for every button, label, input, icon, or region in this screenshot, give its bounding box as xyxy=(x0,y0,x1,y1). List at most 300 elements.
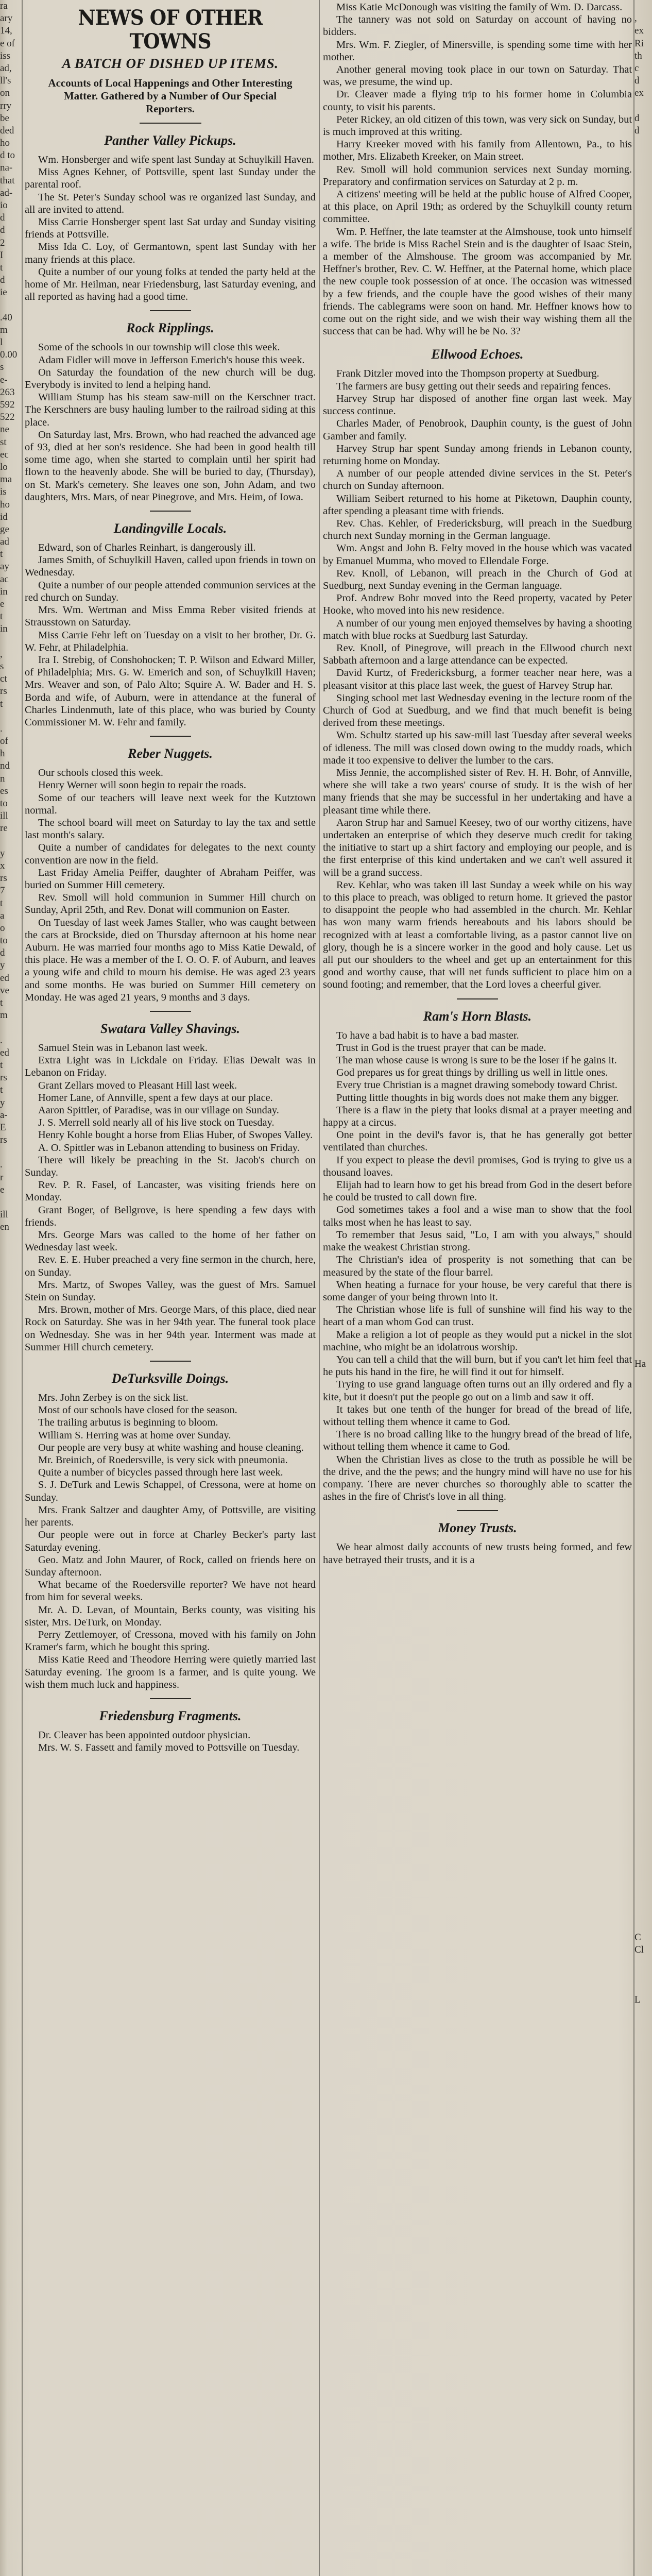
fragment-line xyxy=(0,1234,21,1246)
fragment-line xyxy=(634,2044,652,2056)
news-item: William Stump has his steam saw-mill on the Kerschner tract. The Kerschners are busy hauling lumber to the railroad siding at this place. xyxy=(25,392,316,428)
news-item: Last Friday Amelia Peiffer, daughter of Abraham Peiffer, was buried on Summer Hill cemetery. xyxy=(25,867,316,891)
article-ellwood-echoes xyxy=(323,347,632,999)
news-item: If you expect to please the devil promises, God is trying to give us a thousand loaves. xyxy=(323,1154,632,1178)
news-item: Mr. A. D. Levan, of Mountain, Berks county, was visiting his sister, Mrs. DeTurk, on Monday. xyxy=(25,1604,316,1628)
column-a-sections xyxy=(25,133,316,1754)
fragment-line: lo xyxy=(0,461,8,472)
fragment-line xyxy=(634,1321,652,1333)
news-item: God prepares us for great things by drilling us well in little ones. xyxy=(336,1067,608,1079)
fragment-line: d xyxy=(634,75,640,87)
fragment-line: y xyxy=(0,848,5,859)
news-item: Quite a number of candidates for delegates to the next county convention are now in the field. xyxy=(25,842,316,866)
fragment-line xyxy=(634,2131,652,2143)
fragment-line xyxy=(634,1022,652,1034)
fragment-line xyxy=(634,885,652,897)
fragment-line: iss xyxy=(0,50,11,61)
news-item: It takes but one tenth of the hunger for bread of the bread of life, without telling them whence it came to God. xyxy=(323,1403,632,1428)
fragment-line xyxy=(634,1196,652,1209)
fragment-line: ed xyxy=(0,972,9,984)
fragment-line: h xyxy=(0,748,5,759)
fragment-line xyxy=(634,1009,652,1022)
fragment-line: ct xyxy=(0,673,7,685)
column-b-lead-items xyxy=(323,0,632,337)
fragment-line xyxy=(634,1857,652,1869)
news-item: There will likely be preaching in the St. Jacob's church on Sunday. xyxy=(25,1154,316,1179)
fragment-line xyxy=(634,2094,652,2106)
fragment-line xyxy=(634,897,652,910)
news-item: Wm. P. Heffner, the late teamster at the Almshouse, took unto himself a wife. The bride is Miss Rachel Stein and is the daughter of Isaac Stein, a member of the Almshouse. The groom was accompanied by Mr. Heffner's brother, Rev. C. W. Heffner, at the Paternal home, which place the new couple took possession of at once. The occasion was witnessed by a few friends, and the couple have the good wishes of their many friends. The cablegrams were soon on hand. Mr. Heffner knows how to come out on the right side, and we wish their way wishing them all the success that can be had. Why will he be No. 3? xyxy=(323,226,632,337)
news-item: Wm. Angst and John B. Felty moved in the house which was vacated by Emanuel Mumma, who moved to Ellendale Forge. xyxy=(323,543,632,567)
fragment-line xyxy=(634,286,652,299)
fragment-line xyxy=(634,299,652,312)
news-item: On Saturday the foundation of the new church will be dug. Everybody is invited to lend a helping hand. xyxy=(25,366,316,391)
news-item: James Smith, of Schuylkill Haven, called upon friends in town on Wednesday. xyxy=(25,554,316,579)
fragment-line: t xyxy=(0,1084,3,1096)
fragment-line xyxy=(634,835,652,848)
fragment-line: 592 xyxy=(0,399,15,410)
fragment-line xyxy=(634,673,652,685)
news-item: Mrs. John Zerbey is on the sick list. xyxy=(38,1392,188,1404)
fragment-line xyxy=(634,1047,652,1059)
fragment-line: is xyxy=(0,486,7,498)
news-item: On Tuesday of last week James Staller, who was caught between the cars at Brockside, died on Thursday afternoon at his home near Auburn. He was married four months ago to Miss Katie Dewald, of this place. He was a member of the I. O. O. F. of Auburn, and leaves a young wife and child to mourn his demise. He was aged 23 years and some months. He was buried on Summer Hill cemetery on Monday. He was aged 21 years, 9 months and 3 days. xyxy=(25,917,316,1003)
masthead-subhead: A BATCH OF DISHED UP ITEMS. xyxy=(62,56,279,71)
fragment-line xyxy=(634,922,652,935)
fragment-line xyxy=(634,611,652,623)
fragment-line: that xyxy=(0,175,15,186)
news-item: Dr. Cleaver has been appointed outdoor physician. xyxy=(38,1729,251,1741)
news-item: Rev. Knoll, of Lebanon, will preach in the Church of God at Suedburg, next Sunday evening in the German language. xyxy=(323,567,632,591)
fragment-line xyxy=(634,1657,652,1670)
fragment-line: ed xyxy=(0,1047,9,1058)
news-item: The tannery was not sold on Saturday on account of having no bidders. xyxy=(323,14,632,38)
column-rule-center xyxy=(319,0,320,2576)
fragment-line xyxy=(634,1819,652,1832)
fragment-line xyxy=(634,685,652,698)
fragment-line xyxy=(634,1109,652,1122)
fragment-line: na- xyxy=(0,162,13,174)
fragment-line xyxy=(634,848,652,860)
fragment-line xyxy=(634,959,652,972)
news-item: Miss Ida C. Loy, of Germantown, spent last Sunday with her many friends at this place. xyxy=(25,241,316,265)
fragment-line: . xyxy=(0,1159,3,1171)
fragment-line: es xyxy=(0,785,8,796)
fragment-line: d xyxy=(0,275,5,286)
news-item: Every true Christian is a magnet drawing somebody toward Christ. xyxy=(336,1079,617,1091)
news-item: On Saturday last, Mrs. Brown, who had reached the advanced age of 93, died at her son's residence. She had been in good health till some time ago, when she started to complain until her spirit had flown to the heavenly abode. She will be buried to day, (Thursday), on St. Mark's cemetery. She leaves one son, John Adam, and two daughters, Mrs. Mars, of near Pinegrove, and Mrs. Heim, of Iowa. xyxy=(25,429,316,503)
fragment-line: C xyxy=(634,1932,641,1943)
fragment-line xyxy=(0,835,21,848)
section-heading: Landingville Locals. xyxy=(113,521,227,536)
news-item: Our people are very busy at white washing and house cleaning. xyxy=(38,1442,304,1453)
news-item: Miss Carrie Honsberger spent last Sat urday and Sunday visiting friends at Pottsville. xyxy=(25,216,316,241)
news-item: There is no broad calling like to the hungry bread of the bread of life, without telling them whence it came to God. xyxy=(323,1429,632,1453)
news-item: Charles Mader, of Penobrook, Dauphin county, is the guest of John Gamber and family. xyxy=(323,418,632,442)
news-item: The farmers are busy getting out their seeds and repairing fences. xyxy=(336,380,611,392)
fragment-line: , xyxy=(634,13,637,24)
fragment-line xyxy=(634,1981,652,1994)
news-item: A number of our young men enjoyed themselves by having a shooting match with blue rocks at Suedburg last Saturday. xyxy=(323,617,632,641)
fragment-line xyxy=(634,1707,652,1720)
fragment-line xyxy=(634,985,652,997)
fragment-line: ay xyxy=(0,561,9,572)
news-item: Make a religion a lot of people as they would put a nickel in the slot machine, who might be an idolatrous worship. xyxy=(323,1329,632,1353)
news-item: Mrs. Martz, of Swopes Valley, was the guest of Mrs. Samuel Stein on Sunday. xyxy=(25,1279,316,1303)
fragment-line xyxy=(634,1607,652,1620)
fragment-line: I xyxy=(0,249,4,261)
fragment-line xyxy=(634,1620,652,1632)
fragment-line xyxy=(634,1645,652,1657)
fragment-line xyxy=(634,810,652,822)
news-item: Henry Werner will soon begin to repair the roads. xyxy=(38,779,246,791)
fragment-line: 263 xyxy=(0,386,15,398)
article-landingville-locals xyxy=(25,521,316,737)
fragment-line xyxy=(634,1496,652,1508)
fragment-line xyxy=(634,1757,652,1769)
news-item: Grant Zellars moved to Pleasant Hill last week. xyxy=(38,1079,237,1091)
news-item: Singing school met last Wednesday evening in the lecture room of the Church of God at Suedburg, and we find that much benefit is being derived from these meetings. xyxy=(323,692,632,729)
fragment-line xyxy=(634,935,652,947)
fragment-line: a xyxy=(0,910,5,921)
fragment-line xyxy=(0,1246,21,1259)
news-item: Rev. Smoll will hold communion services next Sunday morning. Preparatory and confirmation services on Saturday at 2 p. m. xyxy=(323,163,632,188)
fragment-line: rry xyxy=(0,100,12,111)
fragment-line xyxy=(634,860,652,872)
fragment-line xyxy=(634,1134,652,1146)
fragment-line xyxy=(634,499,652,511)
news-item: S. J. DeTurk and Lewis Schappel, of Cressona, were at home on Sunday. xyxy=(25,1479,316,1503)
fragment-line xyxy=(634,1309,652,1321)
fragment-line xyxy=(634,473,652,486)
fragment-line: t xyxy=(0,1059,3,1071)
article-deturksville-doings xyxy=(25,1371,316,1699)
fragment-line: 2 xyxy=(0,237,5,248)
fragment-line: d to xyxy=(0,150,15,161)
fragment-line: x xyxy=(0,860,5,871)
fragment-line: ge xyxy=(0,523,9,535)
news-item: The school board will meet on Saturday to lay the tax and settle last month's salary. xyxy=(25,817,316,841)
fragment-line: ad- xyxy=(0,187,13,198)
section-heading: Rock Ripplings. xyxy=(126,320,214,336)
fragment-line xyxy=(634,1396,652,1408)
fragment-line xyxy=(634,411,652,423)
fragment-line xyxy=(634,1209,652,1221)
fragment-line: on xyxy=(0,88,10,99)
fragment-line: re xyxy=(0,823,8,834)
section-heading: Money Trusts. xyxy=(438,1520,517,1536)
fragment-line xyxy=(0,1196,21,1209)
fragment-line xyxy=(634,947,652,959)
fragment-line xyxy=(634,1184,652,1196)
news-item: Dr. Cleaver made a flying trip to his former home in Columbia county, to visit his parents. xyxy=(323,89,632,113)
fragment-line: ma xyxy=(0,474,12,485)
fragment-line: . xyxy=(0,1035,3,1046)
fragment-line xyxy=(634,2143,652,2156)
fragment-line xyxy=(634,1271,652,1283)
news-item: Aaron Strup har and Samuel Keesey, two of our worthy citizens, have undertaken an enterprise of which they deserve much credit for taking the initiative to start up a shirt factory and employing our people, and is the first enterprise of this kind undertaken and we can't well assured it will be a grand success. xyxy=(323,817,632,878)
fragment-line xyxy=(634,1744,652,1757)
fragment-line: ne xyxy=(0,424,9,435)
news-item: Samuel Stein was in Lebanon last week. xyxy=(38,1042,208,1054)
news-item: Mrs. Brown, mother of Mrs. George Mars, of this place, died near Rock on Saturday. She was in her 94th year. The funeral took place on Wednesday. She was in her 94th year. Interment was made at Summer Hill church cemetery. xyxy=(25,1304,316,1353)
news-item: Miss Carrie Fehr left on Tuesday on a visit to her brother, Dr. G. W. Fehr, at Philadelphia. xyxy=(25,629,316,653)
section-heading: DeTurksville Doings. xyxy=(111,1371,229,1386)
news-item: Some of our teachers will leave next week for the Kutztown normal. xyxy=(25,792,316,816)
fragment-line xyxy=(634,1234,652,1246)
news-item: Rev. Kehlar, who was taken ill last Sunday a week while on his way to this place to preach, was obliged to return home. It grieved the pastor to disappoint the people who had assembled in the church. Mr. Kehlar has won many warm friends hereabouts and his labors should be recognized with at least a comfortable living, as a pastor cannot live on glory, though he is a sincere worker in the good and holy cause. Let us all put our shoulders to the wheel and get up an entertainment for this good and worthy cause, that will net funds sufficient to place him on a sound footing; and remember, that the Lord loves a cheerful giver. xyxy=(323,879,632,991)
fragment-line: in xyxy=(0,586,8,597)
fragment-line: d xyxy=(634,112,640,124)
fragment-line xyxy=(634,1682,652,1694)
fragment-line: en xyxy=(0,1222,9,1233)
fragment-line xyxy=(634,175,652,187)
fragment-line: 7 xyxy=(0,885,5,896)
fragment-line xyxy=(634,1097,652,1109)
fragment-line xyxy=(634,2081,652,2093)
fragment-line xyxy=(634,1732,652,1744)
fragment-line: of xyxy=(0,736,8,747)
fragment-line: id xyxy=(0,511,8,522)
fragment-line xyxy=(634,224,652,236)
fragment-line xyxy=(634,486,652,498)
fragment-line xyxy=(0,1022,21,1034)
news-item: When heating a furnace for your house, be very careful that there is some danger of your being thrown into it. xyxy=(323,1279,632,1303)
section-heading: Ellwood Echoes. xyxy=(431,347,524,362)
fragment-line xyxy=(634,872,652,885)
fragment-line xyxy=(634,2006,652,2019)
fragment-line xyxy=(634,2069,652,2081)
fragment-line: to xyxy=(0,935,8,946)
fragment-line xyxy=(634,2156,652,2168)
column-news-of-other-towns xyxy=(25,0,316,2576)
fragment-line xyxy=(634,361,652,374)
news-item: The Christian's idea of prosperity is not something that can be measured by the state of the flour barrel. xyxy=(323,1254,632,1278)
fragment-line: Cl xyxy=(634,1944,644,1956)
fragment-line xyxy=(634,149,652,162)
fragment-line xyxy=(634,1122,652,1134)
news-item: Homer Lane, of Annville, spent a few days at our place. xyxy=(38,1092,273,1104)
fragment-line xyxy=(634,1844,652,1857)
fragment-line xyxy=(634,1146,652,1159)
news-item: Mrs. George Mars was called to the home of her father on Wednesday last week. xyxy=(25,1229,316,1253)
news-item: A citizens' meeting will be held at the public house of Alfred Cooper, at this place, on April 19th; as ordered by the Schuylkill county return committee. xyxy=(323,189,632,225)
fragment-line: s xyxy=(0,362,4,373)
news-item: Henry Kohle bought a horse from Elias Huber, of Swopes Valley. xyxy=(38,1129,313,1141)
fragment-line xyxy=(0,299,21,312)
fragment-line xyxy=(634,137,652,149)
fragment-line: ex xyxy=(634,25,644,37)
fragment-line: y xyxy=(0,1097,5,1108)
fragment-line xyxy=(634,349,652,361)
fragment-line xyxy=(634,1956,652,1969)
fragment-line xyxy=(634,1283,652,1296)
fragment-line xyxy=(634,1221,652,1233)
fragment-line xyxy=(634,660,652,673)
fragment-line xyxy=(634,748,652,760)
fragment-line: t xyxy=(0,897,3,909)
fragment-line: t xyxy=(0,549,3,560)
fragment-line xyxy=(634,1383,652,1396)
fragment-line xyxy=(634,2181,652,2193)
fragment-line xyxy=(634,997,652,1009)
fragment-line xyxy=(634,423,652,436)
fragment-line xyxy=(634,1520,652,1533)
news-item: Mrs. W. S. Fassett and family moved to Pottsville on Tuesday. xyxy=(38,1742,300,1754)
news-item: Harvey Strup har disposed of another fine organ last week. May success continue. xyxy=(323,393,632,417)
news-item: Harry Kreeker moved with his family from Allentown, Pa., to his mother, Mrs. Elizabeth Kreeker, on Main street. xyxy=(323,139,632,163)
news-item: Mrs. Frank Saltzer and daughter Amy, of Pottsville, are visiting her parents. xyxy=(25,1504,316,1529)
fragment-line xyxy=(634,1446,652,1458)
news-item: The Christian whose life is full of sunshine will find his way to the heart of a man whom God can trust. xyxy=(323,1304,632,1328)
fragment-line: , xyxy=(0,648,3,659)
fragment-line xyxy=(634,1882,652,1894)
fragment-line xyxy=(634,536,652,548)
article-rock-ripplings xyxy=(25,320,316,512)
fragment-line: t xyxy=(0,611,3,622)
fragment-line: ill xyxy=(0,1209,8,1221)
fragment-line xyxy=(634,1084,652,1096)
news-item: God sometimes takes a fool and a wise man to show that the fool talks most when he has least to say. xyxy=(323,1204,632,1228)
news-item: Harvey Strup har spent Sunday among friends in Lebanon county, returning home on Monday. xyxy=(323,443,632,467)
news-item: Grant Boger, of Bellgrove, is here spending a few days with friends. xyxy=(25,1204,316,1228)
fragment-line xyxy=(634,0,652,12)
news-item: Quite a number of our people attended communion services at the red church on Sunday. xyxy=(25,579,316,603)
fragment-line: be xyxy=(0,112,9,124)
fragment-line xyxy=(634,548,652,561)
fragment-line xyxy=(634,100,652,112)
news-item: Rev. Knoll, of Pinegrove, will preach in the Ellwood church next Sabbath afternoon and a large attendance can be expected. xyxy=(323,642,632,667)
news-item: To have a bad habit is to have a bad master. xyxy=(336,1029,519,1041)
fragment-line: e- xyxy=(0,374,8,385)
fragment-line xyxy=(634,212,652,224)
fragment-line: L xyxy=(634,1994,641,2005)
fragment-line: to xyxy=(0,798,8,809)
news-item: Prof. Andrew Bohr moved into the Reed property, vacated by Peter Hooke, who moved into his new residence. xyxy=(323,592,632,617)
fragment-line xyxy=(634,1919,652,1931)
fragment-line xyxy=(634,1969,652,1981)
fragment-line xyxy=(634,710,652,723)
news-item: Our schools closed this week. xyxy=(38,767,163,779)
section-heading: Ram's Horn Blasts. xyxy=(423,1008,532,1024)
news-item: One point in the devil's favor is, that he has generally got better ventilated than churches. xyxy=(323,1129,632,1154)
fragment-line xyxy=(634,798,652,810)
fragment-line xyxy=(634,1633,652,1645)
fragment-line: ad xyxy=(0,536,9,548)
fragment-line: rs xyxy=(0,1072,7,1083)
fragment-line xyxy=(634,374,652,386)
news-item: The St. Peter's Sunday school was re organized last Sunday, and all are invited to attend. xyxy=(25,191,316,215)
news-item: A. O. Spittler was in Lebanon attending to business on Friday. xyxy=(38,1142,300,1154)
fragment-line xyxy=(634,910,652,922)
fragment-line: y xyxy=(0,960,5,971)
fragment-line xyxy=(634,162,652,174)
article-ram-s-horn-blasts xyxy=(323,1009,632,1512)
fragment-line: th xyxy=(634,50,642,61)
section-divider xyxy=(150,1011,191,1012)
fragment-line: ary xyxy=(0,13,13,24)
fragment-line xyxy=(634,461,652,473)
fragment-line xyxy=(634,1794,652,1807)
fragment-line xyxy=(634,1595,652,1607)
masthead-title: NEWS OF OTHER TOWNS xyxy=(78,6,263,54)
fragment-line xyxy=(634,1296,652,1309)
section-divider xyxy=(150,736,191,737)
news-item: Geo. Matz and John Maurer, of Rock, called on friends here on Sunday afternoon. xyxy=(25,1554,316,1578)
fragment-line xyxy=(634,561,652,573)
fragment-line xyxy=(634,636,652,648)
fragment-line xyxy=(634,698,652,710)
fragment-line xyxy=(634,2019,652,2031)
fragment-line: ve xyxy=(0,985,9,996)
news-item: Rev. P. R. Fasel, of Lancaster, was visiting friends here on Monday. xyxy=(25,1179,316,1204)
news-item: Miss Jennie, the accomplished sister of Rev. H. H. Bohr, of Annville, where she will take a two years' course of study. It is the wish of her many friends that she may be successful in her undertaking and have a pleasant time while there. xyxy=(323,767,632,816)
fragment-line xyxy=(634,1246,652,1259)
fragment-line xyxy=(634,586,652,598)
fragment-line xyxy=(634,1557,652,1570)
news-item: Most of our schools have closed for the season. xyxy=(38,1404,237,1416)
fragment-line xyxy=(634,1907,652,1919)
fragment-line xyxy=(634,274,652,286)
fragment-line xyxy=(634,187,652,199)
news-item: Trust in God is the truest prayer that can be made. xyxy=(336,1042,546,1054)
fragment-line xyxy=(634,1433,652,1446)
fragment-line xyxy=(634,399,652,411)
fragment-line xyxy=(634,760,652,772)
fragment-line: rs xyxy=(0,1134,7,1146)
news-item: Elijah had to learn how to get his bread from God in the desert before he could be trusted to call down fire. xyxy=(323,1179,632,1204)
fragment-line xyxy=(634,1670,652,1682)
article-swatara-valley-shavings xyxy=(25,1021,316,1362)
news-item: The man whose cause is wrong is sure to be the loser if he gains it. xyxy=(336,1055,617,1066)
fragment-line: d xyxy=(0,212,5,224)
fragment-line: E xyxy=(0,1122,6,1133)
fragment-line xyxy=(634,2206,652,2218)
fragment-line xyxy=(634,785,652,798)
fragment-line xyxy=(634,1159,652,1171)
fragment-line xyxy=(634,1583,652,1595)
fragment-line xyxy=(634,1782,652,1794)
fragment-line xyxy=(634,822,652,835)
column-b-sections xyxy=(323,347,632,1566)
fragment-line xyxy=(634,1695,652,1707)
fragment-line: ra xyxy=(0,1,8,11)
fragment-line xyxy=(634,1770,652,1782)
fragment-line xyxy=(634,324,652,336)
right-column-fragments xyxy=(634,0,652,2218)
fragment-line: a- xyxy=(0,1109,8,1121)
fragment-line xyxy=(634,1408,652,1420)
fragment-line: e xyxy=(0,1184,5,1195)
column-rule-left xyxy=(22,0,23,2576)
news-item: A number of our people attended divine services in the St. Peter's church on Sunday afternoon. xyxy=(323,468,632,492)
news-item: J. S. Merrell sold nearly all of his live stock on Tuesday. xyxy=(38,1117,274,1129)
fragment-line xyxy=(634,1869,652,1882)
fragment-line: c xyxy=(634,62,639,74)
news-item: Miss Agnes Kehner, of Pottsville, spent last Sunday under the parental roof. xyxy=(25,166,316,191)
fragment-line: st xyxy=(0,436,7,448)
news-item: When the Christian lives as close to the truth as possible he will be the drive, and the the pews; and the hungry mind will have no use for his company. There are never churches so thoroughly able to scatter the ashes in the fire of Christ's love in all thing. xyxy=(323,1453,632,1503)
news-item: What became of the Roedersville reporter? We have not heard from him for several weeks. xyxy=(25,1579,316,1603)
fragment-line xyxy=(634,237,652,249)
fragment-line xyxy=(0,1146,21,1159)
fragment-line: l xyxy=(0,337,3,348)
fragment-line xyxy=(634,1533,652,1545)
fragment-line: t xyxy=(0,698,3,709)
left-column-fragments xyxy=(0,0,21,1259)
news-item: There is a flaw in the piety that looks dismal at a prayer meeting and happy at a circus. xyxy=(323,1104,632,1129)
news-item: Rev. E. E. Huber preached a very fine sermon in the church, here, on Sunday. xyxy=(25,1254,316,1278)
